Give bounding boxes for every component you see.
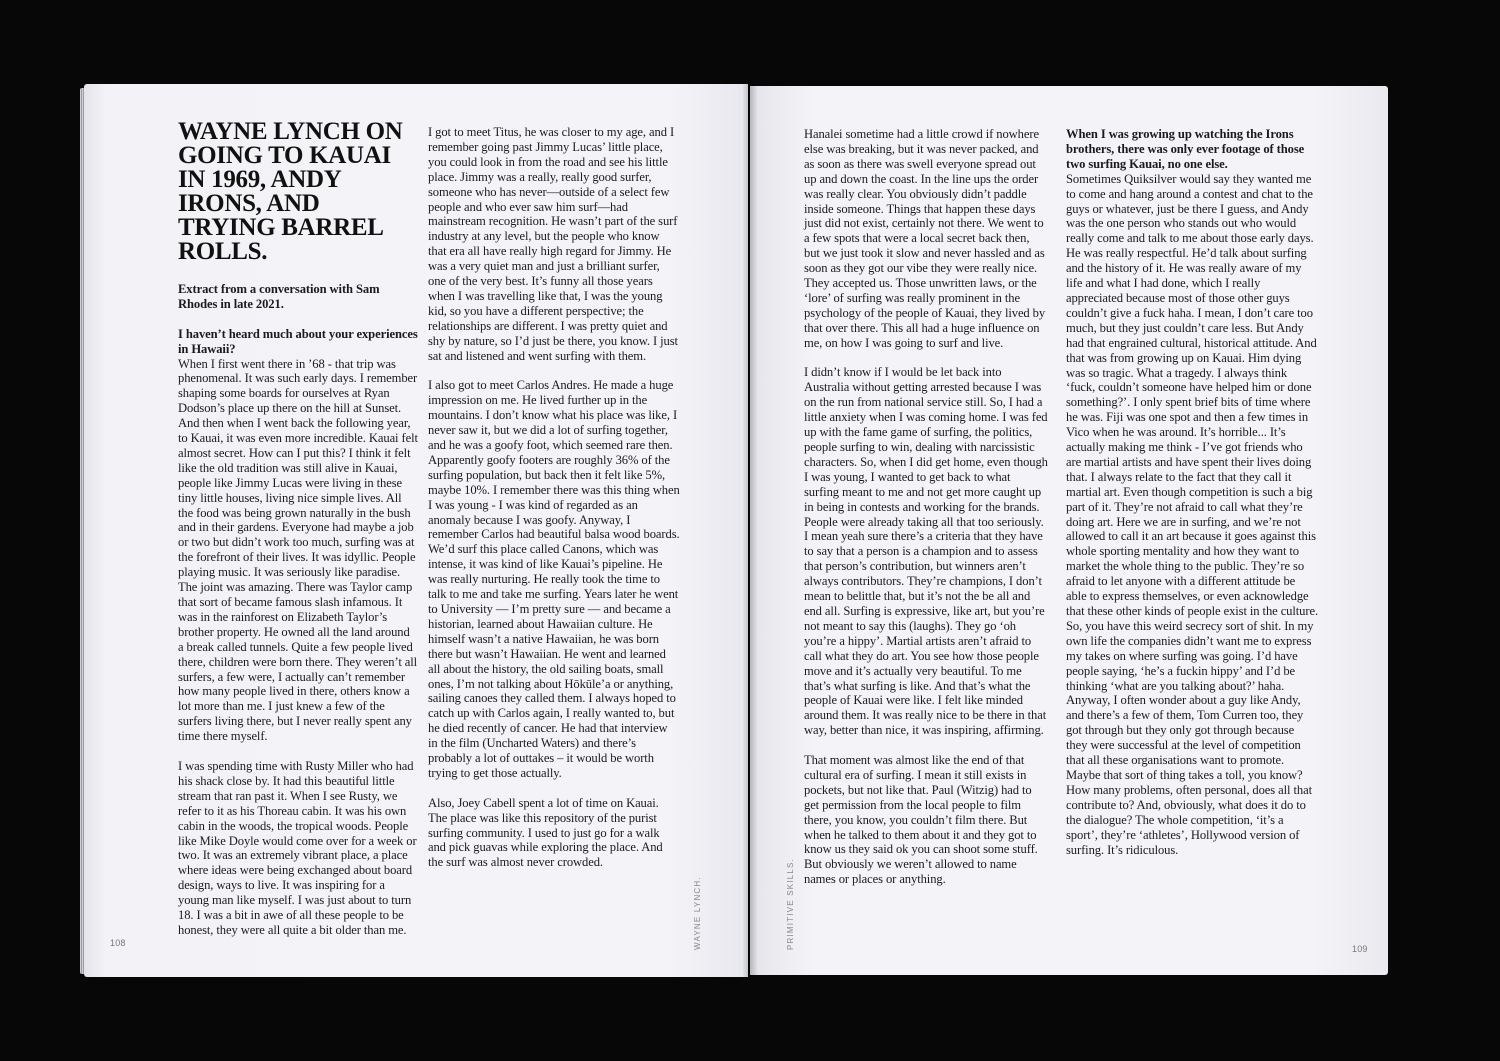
- page-number-right: 109: [1352, 944, 1368, 954]
- paragraph: Sometimes Quiksilver would say they wanted me to come and hang around a contest and chat to the guys or whatever, just be there I guess, and Andy was the one person who stands out who would really come and talk to me about those early days. He was really respectful. He’d talk about surfing and the history of it. He was really aware of my life and what I had done, which I really appreciated because most of those other guys couldn’t give a fuck haha. I mean, I don’t care too much, but they just couldn’t care less. But Andy had that engrained cultural, historical attitude. And that was from growing up on Kauai. Him dying was so tragic. What a tragedy. I always think ‘fuck, couldn’t someone have helped him or done something?’. I only spent brief bits of time where he was. Fiji was one spot and then a few times in Vico when he was around. It’s horrible... It’s actually making me think - I’ve got friends who are martial artists and have spent their lives doing that. I always relate to the fact that they call it martial art. Even though competition is such a big part of it. They’re not afraid to call what they’re doing art. Here we are in surfing, and we’re not allowed to call it an art because it goes against this whole sporting mentality and how they want to market the whole thing to the public. They’re so afraid to let anyone with a different attitude be able to express themselves, or even acknowledge that these other kinds of people exist in the culture. So, you have this weird secrecy sort of shit. In my own life the companies didn’t want me to express my takes on where surfing was going. I’d have people saying, ‘he’s a fuckin hippy’ and I’d be thinking ‘what are you talking about?’ haha. Anyway, I often wonder about a guy like Andy, and there’s a few of them, Tom Curren too, they got through but they only got through because they were successful at the level of competition that all these organisations want to promote. Maybe that sort of thing takes a toll, you know? How many problems, often personal, does all that contribute to? And, obviously, what does it do to the dialogue? The whole competition, ‘it’s a sport’, they’re ‘athletes’, Hollywood version of surfing. It’s ridiculous.: [1066, 171, 1319, 857]
- paragraph: I got to meet Titus, he was closer to my age, and I remember going past Jimmy Lucas’ little place, you could look in from the road and see his little place. Jimmy was a really, really good surfer, someone who has never—outside of a select few people and who ever saw him surf—had mainstream recognition. He wasn’t part of the surf industry at any level, but the people who know that era all have really high regard for Jimmy. He was a very quiet man and just a brilliant surfer, one of the very best. It’s funny all those years when I was travelling like that, I was the young kid, so you have a different perspective; the relationships are different. I was pretty quiet and shy by nature, so I’d just be there, you know. I just sat and listened and went surfing with them.: [428, 125, 678, 363]
- paragraph: I didn’t know if I would be let back into Australia without getting arrested because I was on the run from national service still. So, I had a little anxiety when I was coming home. I was fed up with the fame game of surfing, the politics, people surfing to win, dealing with narcissistic characters. So, when I did get home, even though I was young, I wanted to get back to what surfing meant to me and not get more caught up in being in contests and working for the brands. People were already taking all that too seriously. I mean yeah sure there’s a criteria that they have to say that a person is a champion and to assess that person’s contribution, but winners aren’t always contributors. They’re champions, I don’t mean to belittle that, but it’s not the be all and end all. Surfing is expressive, like art, but you’re not meant to say this (laughs). They go ‘oh you’re a hippy’. Martial artists aren’t afraid to call what they do art. You see how those people move and it’s actually very beautiful. To me that’s what surfing is like. And that’s what the people of Kauai were like. I felt like minded around them. It was really nice to be there in that way, better than nice, it was inspiring, affirming.: [804, 365, 1048, 738]
- running-head-left: WAYNE LYNCH.: [693, 876, 702, 950]
- paragraph: That moment was almost like the end of that cultural era of surfing. I mean it still exists in pockets, but not like that. Paul (Witzig) had to get permission from the local people to film there, you know, you couldn’t film there. But when he talked to them about it and they got to know us they said ok you can shoot some stuff. But obviously we weren’t allowed to name names or places or anything.: [804, 753, 1038, 887]
- paragraph: Also, Joey Cabell spent a lot of time on Kauai. The place was like this repository of the purist surfing community. I used to just go for a walk and pick guavas while exploring the place. And the surf was almost never crowded.: [428, 795, 663, 870]
- right-column-2: [1066, 127, 1318, 872]
- interview-question: When I was growing up watching the Irons brothers, there was only ever footage of those two surfing Kauai, no one else.: [1066, 127, 1305, 171]
- page-number-left: 108: [110, 938, 126, 948]
- paragraph: I was spending time with Rusty Miller who had his shack close by. It had this beautiful little stream that ran past it. When I see Rusty, we refer to it as his Thoreau cabin. It was his own cabin in the woods, the tropical woods. People like Mike Doyle would come over for a week or two. It was an extremely vibrant place, a place where ideas were being exchanged about board design, ways to live. It was inspiring for a young man like myself. I was just about to turn 18. I was a bit in awe of all these people to be honest, they were all quite a bit older than me.: [178, 758, 417, 937]
- paragraph: When I first went there in ’68 - that trip was phenomenal. It was such early days. I remember shaping some boards for ourselves at Ryan Dodson’s place up there on the hill at Sunset. And then when I went back the following year, to Kauai, it was even more incredible. Kauai felt almost secret. How can I put this? I think it felt like the old tradition was still alive in Kauai, people like Jimmy Lucas were living in these tiny little houses, living nice simple lives. All the food was being grown naturally in the bush and in their gardens. Everyone had maybe a job or two but didn’t work too much, surfing was at the forefront of their lives. It was idyllic. People playing music. It was seriously like paradise. The joint was amazing. There was Taylor camp that sort of became famous slash infamous. It was in the rainforest on Elizabeth Taylor’s brother property. He owned all the land around a break called tunnels. Quite a few people lived there, children were born there. They weren’t all surfers, a few were, I actually can’t remember how many people lived in there, others know a lot more than me. I just knew a few of the surfers living there, but I never really spent any time there myself.: [178, 356, 418, 744]
- article-headline: WAYNE LYNCH ON GOING TO KAUAI IN 1969, ANDY IRONS, AND TRYING BARREL ROLLS.: [178, 118, 403, 265]
- running-head-right: PRIMITIVE SKILLS.: [786, 858, 795, 950]
- paragraph: I also got to meet Carlos Andres. He made a huge impression on me. He lived further up in the mountains. I don’t know what his place was like, I never saw it, but we did a lot of surfing together, and he was a goofy foot, which seemed rare then. Apparently goofy footers are roughly 36% of the surfing population, but back then it felt like 5%, maybe 10%. I remember there was this thing when I was young - I was kind of regarded as an anomaly because I was goofy. Anyway, I remember Carlos had beautiful balsa wood boards. We’d surf this place called Canons, which was intense, it was kind of like Kauai’s pipeline. He was really nurturing. He really took the time to talk to me and take me surfing. Years later he went to University — I’m pretty sure — and became a historian, learned about Hawaiian culture. He himself wasn’t a native Hawaiian, he was born there but wasn’t Hawaiian. He went and learned all about the history, the old sailing boats, small ones, I’m not talking about Hōkūle’a or anything, sailing canoes they called them. I always hoped to catch up with Carlos again, I really wanted to, but he died recently of cancer. He had that interview in the film (Uncharted Waters) and there’s probably a lot of outtakes – it would be worth trying to get those actually.: [428, 378, 680, 780]
- paragraph: Hanalei sometime had a little crowd if nowhere else was breaking, but it was never packed, and as soon as there was swell everyone spread out up and down the coast. In the line ups the order was really clear. You obviously didn’t paddle inside someone. Things that happen these days just did not exist, certainly not there. We went to a few spots that were a local secret back then, but we just took it slow and never hassled and as soon as they got our vibe they were really nice. They accepted us. Those unwritten laws, or the ‘lore’ of surfing was really prominent in the psychology of the people of Kauai, they lived by that over there. This all had a huge influence on me, on how I was going to surf and live.: [804, 127, 1046, 350]
- standfirst: Extract from a conversation with Sam Rhodes in late 2021.: [178, 282, 380, 311]
- spine-gutter: [742, 84, 758, 977]
- right-column-1: [804, 127, 1048, 902]
- left-column-1: [178, 120, 418, 953]
- interview-question: I haven’t heard much about your experiences in Hawaii?: [178, 326, 418, 356]
- left-column-2: [428, 125, 680, 885]
